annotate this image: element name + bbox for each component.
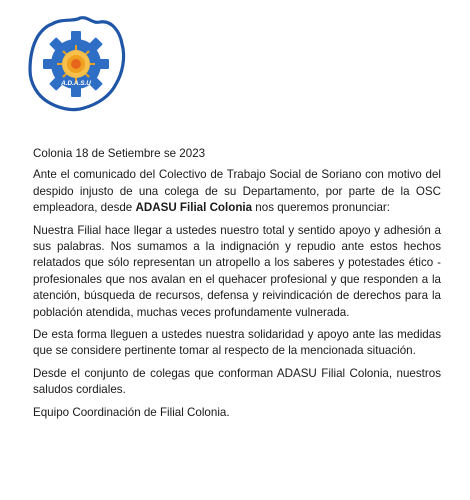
letter-date: Colonia 18 de Setiembre se 2023 (33, 147, 206, 160)
intro-text-end: nos queremos pronunciar: (252, 201, 390, 215)
logo-text: A.D.A.S.U (61, 80, 91, 87)
adasu-logo (22, 14, 130, 114)
letter-body (33, 146, 441, 427)
paragraph-greetings: Desde el conjunto de colegas que conforman ADASU Filial Colonia, nuestros saludos cordiales. (33, 366, 441, 397)
intro-text: Ante el comunicado del Colectivo de Trabajo Social de Soriano con motivo del despido injusto de una colega de su Departamento, por parte de la OSC empleadora, desde (33, 168, 441, 215)
filial-name: ADASU Filial Colonia (135, 201, 253, 215)
gear-icon (43, 31, 109, 97)
paragraph-intro (33, 167, 441, 216)
paragraph-support: Nuestra Filial hace llegar a ustedes nuestro total y sentido apoyo y adhesión a sus palabras. Nos sumamos a la indignación y repudio ante estos hechos relatados que sólo representan un atropello a los saberes y potestades ético - profesionales que nos avalan en el quehacer profesional y que responden a la atención, búsqueda de recursos, defensa y reivindicación de derechos para la población atendida, muchas veces profundamente vulnerada. (33, 223, 441, 319)
paragraph-solidarity: De esta forma lleguen a ustedes nuestra solidaridad y apoyo ante las medidas que se considere pertinente tomar al respecto de la mencionada situación. (33, 328, 441, 358)
signature: Equipo Coordinación de Filial Colonia. (33, 405, 230, 419)
